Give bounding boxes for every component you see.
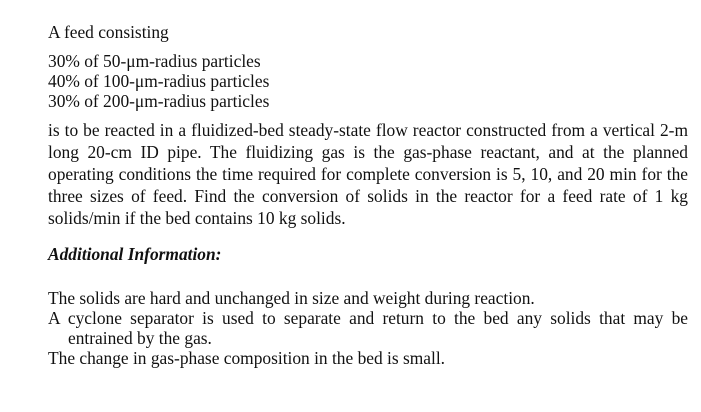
info-item-3: The change in gas-phase composition in the bed is small. [48,348,445,368]
intro-text: A feed consisting [48,22,169,42]
feed-line-1: 30% of 50-μm-radius particles [48,51,261,71]
info-item-2: A cyclone separator is used to separate and return to the bed any solids that may be entrained by the gas. [48,308,688,348]
feed-line-2: 40% of 100-μm-radius particles [48,71,270,91]
feed-composition-list [48,51,688,111]
feed-line-3: 30% of 200-μm-radius particles [48,91,270,111]
additional-info-heading: Additional Information: [48,244,222,264]
problem-document [48,22,688,368]
problem-statement: is to be reacted in a fluidized-bed steady-state flow reactor constructed from a vertical 2-m long 20-cm ID pipe. The fluidizing gas is the gas-phase reactant, and at the planned operating conditions the time required for complete conversion is 5, 10, and 20 min for the three sizes of feed. Find the conversion of solids in the reactor for a feed rate of 1 kg solids/min if the bed contains 10 kg solids. [48,120,688,228]
additional-info-list [48,288,688,368]
info-item-1: The solids are hard and unchanged in size and weight during reaction. [48,288,535,308]
